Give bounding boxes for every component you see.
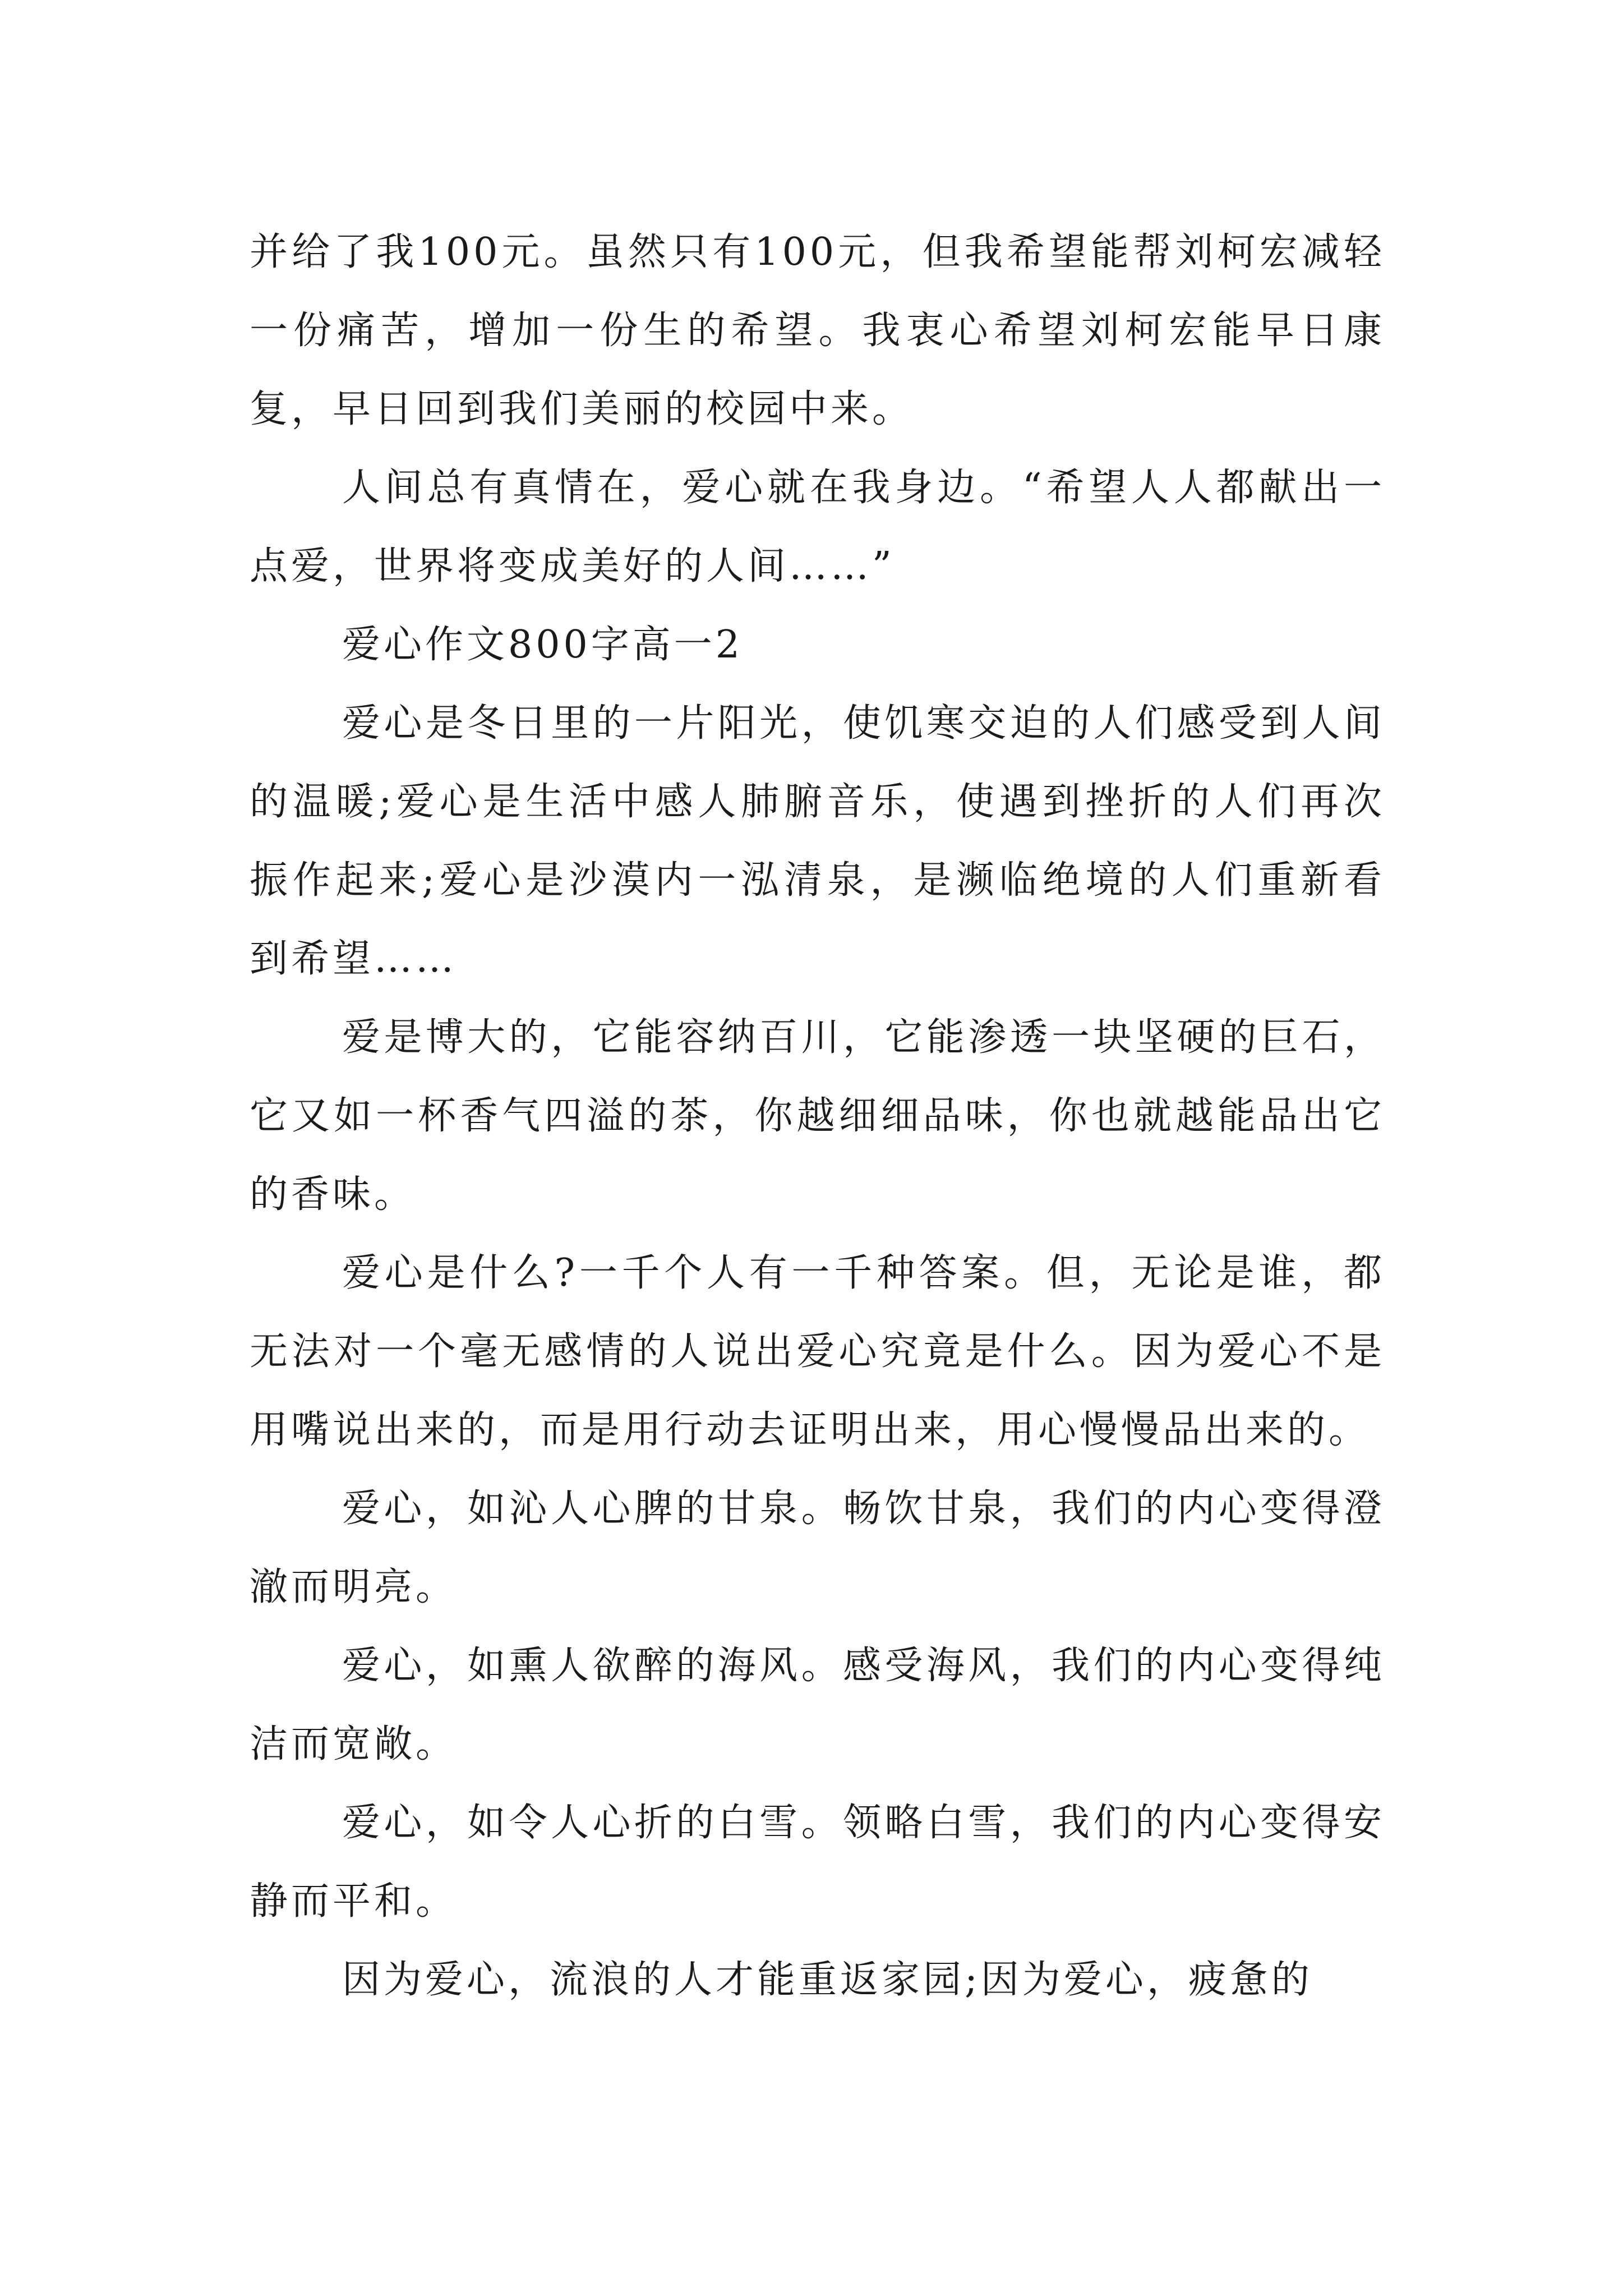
paragraph: 爱心，如令人心折的白雪。领略白雪，我们的内心变得安静而平和。 xyxy=(250,1801,1385,1924)
paragraph: 爱心，如沁人心脾的甘泉。畅饮甘泉，我们的内心变得澄澈而明亮。 xyxy=(250,1487,1385,1609)
paragraph: 并给了我100元。虽然只有100元，但我希望能帮刘柯宏减轻一份痛苦，增加一份生的希望。我衷心希望刘柯宏能早日康复，早日回到我们美丽的校园中来。 xyxy=(250,230,1385,431)
paragraph: 爱心是什么?一千个人有一千种答案。但，无论是谁，都无法对一个毫无感情的人说出爱心究竟是什么。因为爱心不是用嘴说出来的，而是用行动去证明出来，用心慢慢品出来的。 xyxy=(250,1251,1385,1452)
paragraph: 爱心，如熏人欲醉的海风。感受海风，我们的内心变得纯洁而宽敞。 xyxy=(250,1644,1385,1766)
paragraph: 爱心是冬日里的一片阳光，使饥寒交迫的人们感受到人间的温暖;爱心是生活中感人肺腑音乐，使遇到挫折的人们再次振作起来;爱心是沙漠内一泓清泉，是濒临绝境的人们重新看到希望…… xyxy=(250,701,1385,981)
section-heading: 爱心作文800字高一2 xyxy=(342,623,744,667)
document-body xyxy=(250,213,1385,2019)
paragraph: 因为爱心，流浪的人才能重返家园;因为爱心，疲惫的 xyxy=(342,1958,1313,2002)
paragraph: 人间总有真情在，爱心就在我身边。“希望人人都献出一点爱，世界将变成美好的人间……” xyxy=(250,466,1385,588)
paragraph: 爱是博大的，它能容纳百川，它能渗透一块坚硬的巨石，它又如一杯香气四溢的茶，你越细细品味，你也就越能品出它的香味。 xyxy=(250,1015,1385,1217)
